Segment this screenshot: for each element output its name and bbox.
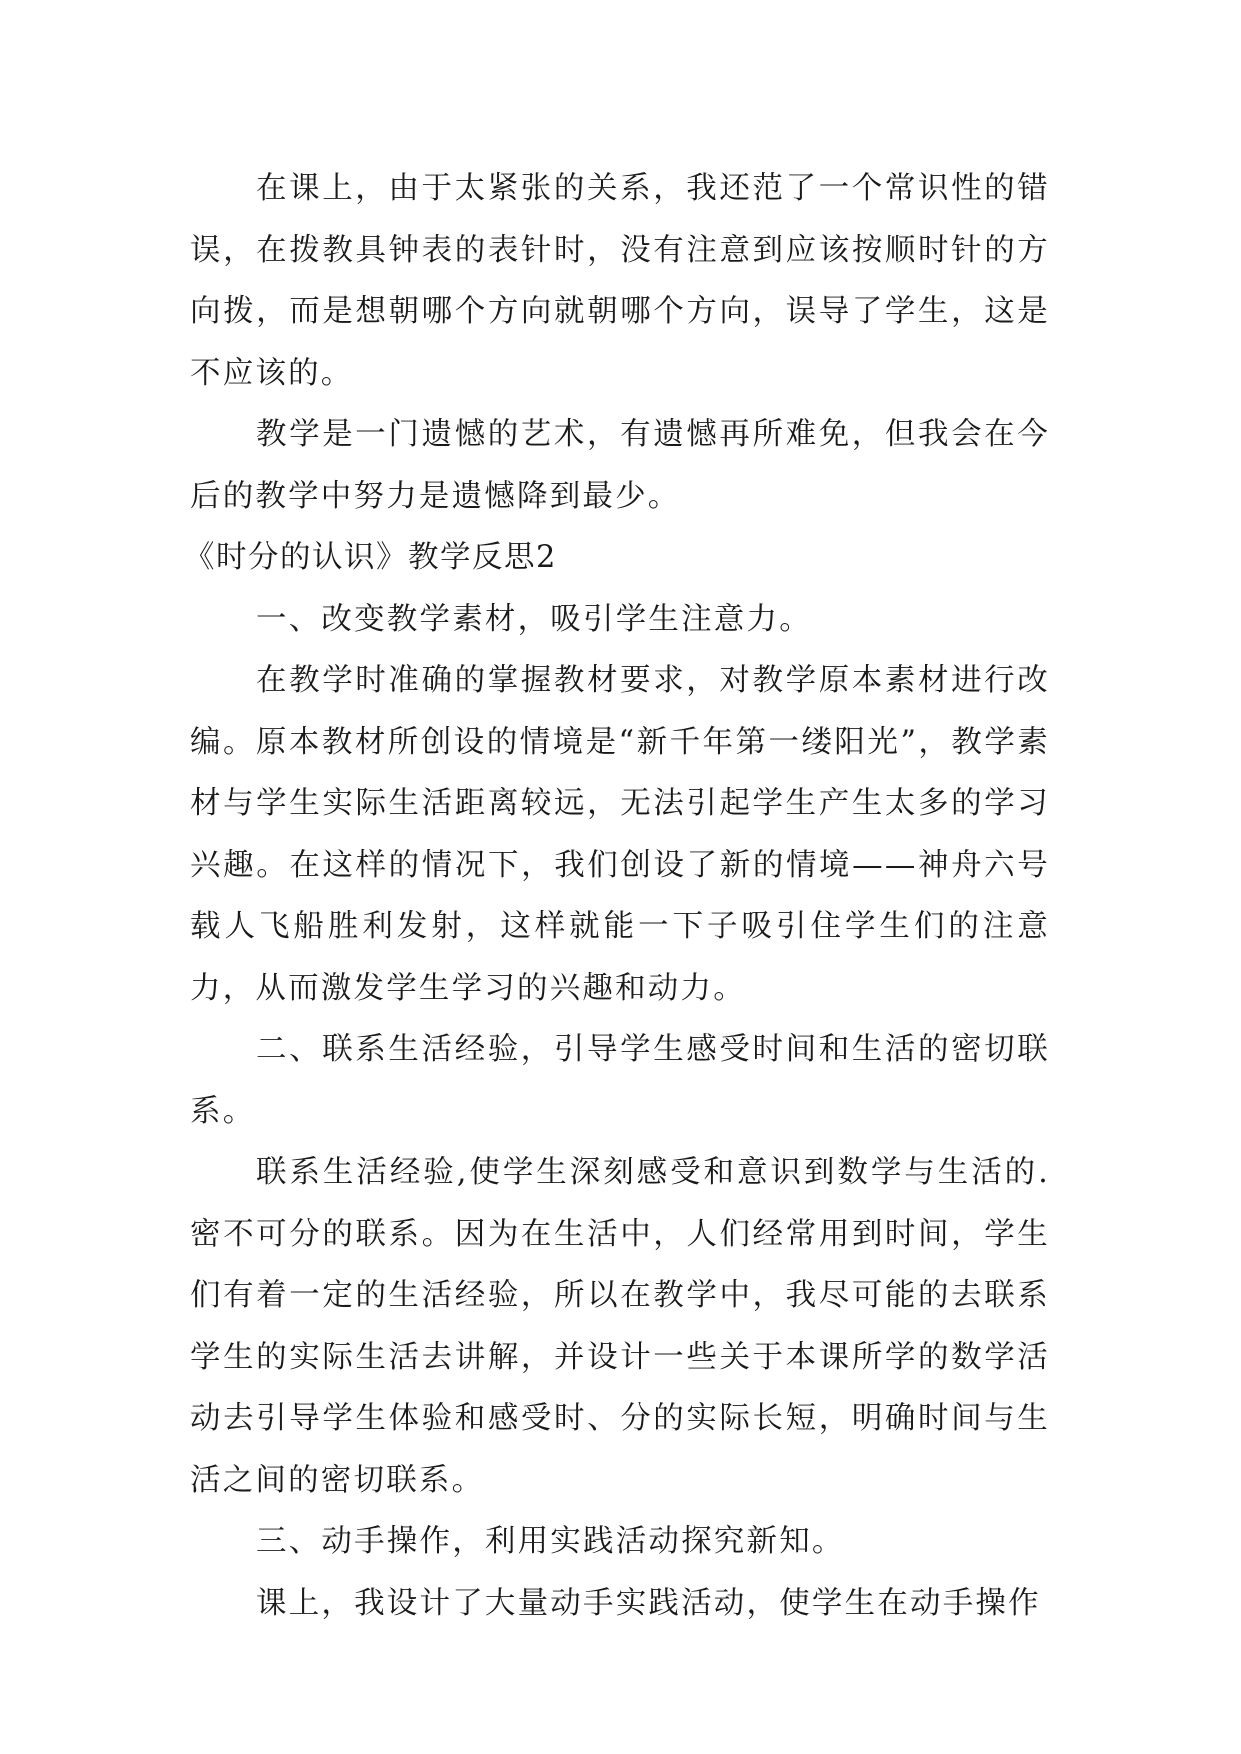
paragraph-regret: 教学是一门遗憾的艺术，有遗憾再所难免，但我会在今后的教学中努力是遗憾降到最少。 bbox=[190, 417, 1050, 514]
point-one-heading: 一、改变教学素材，吸引学生注意力。 bbox=[256, 601, 812, 637]
point-three-heading: 三、动手操作，利用实践活动探究新知。 bbox=[256, 1524, 845, 1559]
point-two-heading: 二、联系生活经验，引导学生感受时间和生活的密切联系。 bbox=[190, 1032, 1050, 1129]
paragraph-mistake: 在课上，由于太紧张的关系，我还范了一个常识性的错误，在拨教具钟表的表针时，没有注意到应该按顺时针的方向拨，而是想朝哪个方向就朝哪个方向，误导了学生，这是不应该的。 bbox=[190, 171, 1050, 391]
document-page bbox=[184, 158, 1050, 1634]
paragraph-materials: 在教学时准确的掌握教材要求，对教学原本素材进行改编。原本教材所创设的情境是“新千年第一缕阳光”，教学素材与学生实际生活距离较远，无法引起学生产生太多的学习兴趣。在这样的情况下，我们创设了新的情境——神舟六号载人飞船胜利发射，这样就能一下子吸引住学生们的注意力，从而激发学生学习的兴趣和动力。 bbox=[190, 663, 1050, 1006]
paragraph-life-experience: 联系生活经验,使学生深刻感受和意识到数学与生活的.密不可分的联系。因为在生活中，人们经常用到时间，学生们有着一定的生活经验，所以在教学中，我尽可能的去联系学生的实际生活去讲解，并设计一些关于本课所学的数学活动去引导学生体验和感受时、分的实际长短，明确时间与生活之间的密切联系。 bbox=[190, 1155, 1050, 1498]
paragraph-hands-on: 课上，我设计了大量动手实践活动，使学生在动手操作 bbox=[256, 1585, 1041, 1621]
section-title: 《时分的认识》教学反思2 bbox=[184, 540, 557, 575]
